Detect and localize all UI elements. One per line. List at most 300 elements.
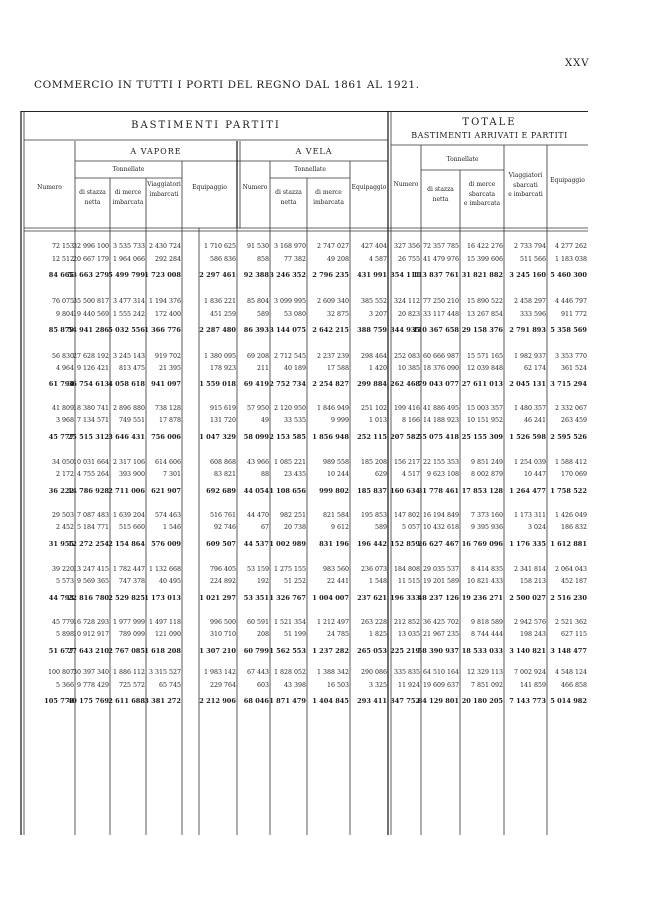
cell-merce-totale: 27 611 013 bbox=[461, 380, 503, 388]
cell-merce-vela: 2 254 827 bbox=[312, 380, 349, 388]
cell-viaggiatori-vapore: 576 009 bbox=[151, 540, 181, 548]
cell-equipaggio-vela: 1 013 bbox=[368, 417, 387, 424]
header-imbarcati-label: imbarcati bbox=[149, 190, 179, 198]
cell-merce-vela: 1 212 497 bbox=[316, 619, 349, 626]
cell-equipaggio-totale: 2 332 067 bbox=[554, 405, 587, 412]
cell-stazza-totale: 60 666 987 bbox=[422, 353, 459, 360]
cell-equipaggio-vela: 196 442 bbox=[357, 540, 387, 548]
cell-merce-totale: 8 002 879 bbox=[470, 471, 503, 478]
header-numero-totale: Numero bbox=[393, 181, 419, 188]
cell-merce-vapore: 3 477 314 bbox=[112, 298, 145, 305]
cell-numero-vela: 67 bbox=[260, 524, 269, 531]
cell-merce-vapore: 2 767 085 bbox=[108, 647, 145, 655]
cell-merce-vela: 831 196 bbox=[319, 540, 349, 548]
cell-stazza-vela: 1 521 354 bbox=[273, 619, 306, 626]
cell-numero-totale: 20 823 bbox=[397, 311, 420, 318]
cell-equipaggio-vela: 299 884 bbox=[357, 380, 387, 388]
cell-merce-vela: 24 785 bbox=[326, 631, 349, 638]
cell-equipaggio-vapore: 1 836 221 bbox=[203, 298, 236, 305]
cell-merce-vapore: 3 535 733 bbox=[112, 243, 145, 250]
cell-equipaggio-vapore: 83 821 bbox=[213, 471, 236, 478]
cell-equipaggio-vela: 3 325 bbox=[368, 682, 387, 689]
cell-viaggiatori-vapore: 1 723 008 bbox=[144, 271, 181, 279]
cell-equipaggio-vapore: 310 710 bbox=[209, 631, 236, 638]
cell-equipaggio-totale: 4 277 262 bbox=[554, 243, 587, 250]
cell-equipaggio-vela: 293 411 bbox=[357, 697, 387, 705]
cell-equipaggio-vela: 4 587 bbox=[368, 256, 387, 263]
cell-numero-totale: 354 111 bbox=[390, 271, 420, 279]
cell-equipaggio-vela: 1 825 bbox=[368, 631, 387, 638]
cell-numero-vela: 44 054 bbox=[243, 487, 269, 495]
cell-numero-vela: 69 419 bbox=[243, 380, 269, 388]
cell-stazza-vela: 77 382 bbox=[283, 256, 306, 263]
cell-numero-vapore: 5 573 bbox=[55, 578, 74, 585]
cell-viaggiatori-totale: 1 176 335 bbox=[509, 540, 546, 548]
cell-merce-totale: 18 533 033 bbox=[461, 647, 503, 655]
header-imbarcata-label: imbarcata bbox=[112, 198, 144, 206]
cell-equipaggio-vapore: 2 212 906 bbox=[199, 697, 236, 705]
cell-numero-totale: 26 755 bbox=[397, 256, 420, 263]
cell-equipaggio-totale: 186 832 bbox=[560, 524, 587, 531]
cell-stazza-vapore: 10 031 664 bbox=[72, 459, 109, 466]
cell-stazza-vela: 3 168 970 bbox=[273, 243, 306, 250]
cell-stazza-vela: 982 251 bbox=[279, 512, 306, 519]
cell-stazza-vapore: 5 184 771 bbox=[76, 524, 109, 531]
cell-equipaggio-vela: 251 102 bbox=[360, 405, 387, 412]
cell-numero-vapore: 31 955 bbox=[48, 540, 74, 548]
cell-numero-totale: 212 852 bbox=[393, 619, 420, 626]
cell-stazza-totale: 72 357 785 bbox=[422, 243, 459, 250]
header-stazza-label: di stazza bbox=[427, 186, 454, 193]
cell-merce-vela: 10 244 bbox=[326, 471, 349, 478]
header-a-vapore: A VAPORE bbox=[130, 147, 182, 156]
header-a-vela: A VELA bbox=[295, 147, 333, 156]
cell-equipaggio-vapore: 178 923 bbox=[209, 365, 236, 372]
cell-stazza-totale: 77 250 210 bbox=[422, 298, 459, 305]
cell-equipaggio-totale: 3 353 770 bbox=[554, 353, 587, 360]
cell-equipaggio-vapore: 2 287 480 bbox=[199, 326, 236, 334]
cell-equipaggio-vapore: 586 836 bbox=[209, 256, 236, 263]
cell-merce-vapore: 3 646 431 bbox=[108, 433, 145, 441]
cell-merce-totale: 15 571 165 bbox=[466, 353, 503, 360]
cell-stazza-vapore: 4 755 264 bbox=[76, 471, 109, 478]
cell-equipaggio-vapore: 451 259 bbox=[209, 311, 236, 318]
cell-viaggiatori-totale: 1 526 598 bbox=[509, 433, 546, 441]
cell-viaggiatori-vapore: 7 301 bbox=[162, 471, 181, 478]
cell-merce-vapore: 813 475 bbox=[118, 365, 145, 372]
cell-merce-totale: 9 818 589 bbox=[470, 619, 503, 626]
cell-numero-totale: 4 517 bbox=[401, 471, 420, 478]
cell-numero-totale: 11 515 bbox=[397, 578, 420, 585]
cell-stazza-totale: 79 043 077 bbox=[417, 380, 459, 388]
cell-viaggiatori-vapore: 40 495 bbox=[158, 578, 181, 585]
cell-merce-vela: 49 208 bbox=[326, 256, 349, 263]
cell-merce-vapore: 393 900 bbox=[118, 471, 145, 478]
cell-merce-totale: 9 395 936 bbox=[470, 524, 503, 531]
cell-numero-vela: 211 bbox=[256, 365, 269, 372]
cell-stazza-vapore: 14 786 928 bbox=[67, 487, 109, 495]
cell-numero-totale: 347 752 bbox=[390, 697, 420, 705]
cell-numero-vapore: 4 964 bbox=[55, 365, 74, 372]
cell-numero-vapore: 5 366 bbox=[55, 682, 74, 689]
header-sbarcata-label: sbarcata bbox=[468, 190, 496, 198]
cell-viaggiatori-totale: 10 447 bbox=[523, 471, 546, 478]
cell-stazza-vapore: 10 912 917 bbox=[72, 631, 109, 638]
cell-stazza-vapore: 18 380 741 bbox=[72, 405, 109, 412]
cell-stazza-vela: 1 562 553 bbox=[269, 647, 306, 655]
cell-stazza-totale: 110 367 658 bbox=[413, 326, 459, 334]
cell-viaggiatori-vapore: 738 128 bbox=[154, 405, 181, 412]
cell-merce-totale: 10 821 433 bbox=[466, 578, 503, 585]
cell-viaggiatori-totale: 2 341 814 bbox=[513, 566, 546, 573]
header-e-imbarcati-label: e imbarcati bbox=[508, 191, 543, 199]
cell-equipaggio-vapore: 229 764 bbox=[209, 682, 236, 689]
cell-merce-vela: 1 846 949 bbox=[316, 405, 349, 412]
cell-numero-vapore: 41 809 bbox=[51, 405, 74, 412]
cell-stazza-vela: 53 080 bbox=[283, 311, 306, 318]
header-imbarcata-label: imbarcata bbox=[313, 198, 344, 206]
cell-merce-totale: 12 329 113 bbox=[466, 669, 503, 676]
cell-equipaggio-vela: 252 115 bbox=[357, 433, 387, 441]
cell-numero-vapore: 5 898 bbox=[55, 631, 74, 638]
cell-viaggiatori-vapore: 1 546 bbox=[162, 524, 181, 531]
cell-equipaggio-vela: 265 053 bbox=[357, 647, 387, 655]
cell-stazza-totale: 33 117 448 bbox=[422, 311, 459, 318]
cell-merce-vapore: 3 245 143 bbox=[112, 353, 145, 360]
cell-equipaggio-vapore: 2 297 461 bbox=[199, 271, 236, 279]
cell-equipaggio-vapore: 1 047 329 bbox=[199, 433, 236, 441]
cell-numero-totale: 13 035 bbox=[397, 631, 420, 638]
cell-numero-vela: 58 099 bbox=[243, 433, 269, 441]
cell-numero-vapore: 3 968 bbox=[55, 417, 74, 424]
cell-viaggiatori-vapore: 2 430 724 bbox=[148, 243, 181, 250]
cell-stazza-vela: 43 398 bbox=[283, 682, 306, 689]
header-e-imbarcata-label: e imbarcata bbox=[463, 200, 501, 208]
cell-stazza-vela: 1 828 052 bbox=[273, 669, 306, 676]
cell-numero-vela: 69 208 bbox=[246, 353, 269, 360]
cell-stazza-vapore: 32 996 100 bbox=[72, 243, 109, 250]
cell-equipaggio-vapore: 516 761 bbox=[209, 512, 236, 519]
cell-viaggiatori-vapore: 1 132 668 bbox=[148, 566, 181, 573]
cell-merce-totale: 20 180 205 bbox=[461, 697, 503, 705]
cell-stazza-vapore: 54 941 286 bbox=[67, 326, 109, 334]
cell-merce-vela: 2 609 340 bbox=[316, 298, 349, 305]
header-netta-label: netta bbox=[432, 195, 449, 203]
cell-viaggiatori-totale: 2 733 794 bbox=[513, 243, 546, 250]
cell-numero-totale: 8 166 bbox=[401, 417, 420, 424]
cell-numero-totale: 252 083 bbox=[393, 353, 420, 360]
cell-stazza-totale: 48 237 126 bbox=[417, 594, 459, 602]
cell-equipaggio-totale: 5 014 982 bbox=[550, 697, 587, 705]
cell-stazza-vela: 1 002 989 bbox=[269, 540, 306, 548]
cell-merce-vapore: 4 058 618 bbox=[108, 380, 145, 388]
cell-equipaggio-vapore: 1 983 142 bbox=[203, 669, 236, 676]
cell-merce-vela: 1 004 007 bbox=[312, 594, 349, 602]
cell-stazza-vela: 51 252 bbox=[283, 578, 306, 585]
cell-merce-vela: 9 612 bbox=[330, 524, 349, 531]
cell-numero-vapore: 61 794 bbox=[48, 380, 74, 388]
cell-viaggiatori-vapore: 21 395 bbox=[158, 365, 181, 372]
cell-viaggiatori-vapore: 919 702 bbox=[154, 353, 181, 360]
cell-numero-vapore: 45 777 bbox=[48, 433, 74, 441]
cell-stazza-vapore: 9 778 429 bbox=[76, 682, 109, 689]
cell-stazza-vela: 2 752 734 bbox=[269, 380, 306, 388]
cell-equipaggio-vapore: 1 380 095 bbox=[203, 353, 236, 360]
cell-numero-totale: 225 219 bbox=[390, 647, 420, 655]
header-viaggiatori-label: Viaggiatori bbox=[147, 181, 181, 188]
cell-stazza-vapore: 53 663 279 bbox=[67, 271, 109, 279]
cell-viaggiatori-totale: 2 942 576 bbox=[513, 619, 546, 626]
cell-numero-totale: 262 468 bbox=[390, 380, 420, 388]
cell-stazza-vapore: 7 134 571 bbox=[76, 417, 109, 424]
cell-numero-totale: 5 057 bbox=[401, 524, 420, 531]
cell-numero-vapore: 45 779 bbox=[51, 619, 74, 626]
cell-stazza-vapore: 12 272 254 bbox=[67, 540, 109, 548]
cell-merce-vapore: 2 711 006 bbox=[108, 487, 145, 495]
header-totale-title: TOTALE bbox=[462, 117, 517, 128]
cell-numero-totale: 10 385 bbox=[397, 365, 420, 372]
cell-numero-vela: 49 bbox=[260, 417, 269, 424]
cell-viaggiatori-vapore: 292 284 bbox=[154, 256, 181, 263]
cell-stazza-totale: 18 376 090 bbox=[422, 365, 459, 372]
cell-numero-totale: 147 802 bbox=[393, 512, 420, 519]
cell-merce-vela: 17 588 bbox=[326, 365, 349, 372]
cell-stazza-totale: 55 075 418 bbox=[417, 433, 459, 441]
cell-numero-vapore: 84 665 bbox=[48, 271, 74, 279]
cell-merce-totale: 12 039 848 bbox=[466, 365, 503, 372]
cell-merce-vapore: 2 529 825 bbox=[108, 594, 145, 602]
cell-viaggiatori-totale: 1 254 039 bbox=[513, 459, 546, 466]
cell-equipaggio-totale: 1 758 522 bbox=[550, 487, 587, 495]
cell-viaggiatori-vapore: 121 090 bbox=[154, 631, 181, 638]
cell-stazza-vela: 1 326 767 bbox=[269, 594, 306, 602]
cell-equipaggio-vela: 1 548 bbox=[368, 578, 387, 585]
cell-equipaggio-vela: 290 086 bbox=[360, 669, 387, 676]
cell-stazza-totale: 84 129 801 bbox=[417, 697, 459, 705]
cell-stazza-vapore: 9 126 421 bbox=[76, 365, 109, 372]
cell-numero-vela: 86 393 bbox=[243, 326, 269, 334]
cell-viaggiatori-vapore: 941 097 bbox=[151, 380, 181, 388]
cell-viaggiatori-totale: 158 213 bbox=[519, 578, 546, 585]
cell-viaggiatori-totale: 1 982 937 bbox=[513, 353, 546, 360]
cell-stazza-vapore: 7 087 483 bbox=[76, 512, 109, 519]
header-merce-label: di merce bbox=[114, 189, 142, 196]
cell-numero-totale: 184 808 bbox=[393, 566, 420, 573]
cell-numero-vela: 67 443 bbox=[246, 669, 269, 676]
cell-viaggiatori-vapore: 1 366 776 bbox=[144, 326, 181, 334]
cell-merce-totale: 16 422 276 bbox=[466, 243, 503, 250]
cell-stazza-totale: 19 609 637 bbox=[422, 682, 459, 689]
cell-merce-vapore: 1 639 204 bbox=[112, 512, 145, 519]
cell-merce-vela: 2 642 215 bbox=[312, 326, 349, 334]
cell-stazza-vapore: 25 515 312 bbox=[67, 433, 109, 441]
cell-stazza-totale: 10 432 618 bbox=[422, 524, 459, 531]
cell-viaggiatori-vapore: 17 878 bbox=[158, 417, 181, 424]
cell-equipaggio-totale: 1 426 049 bbox=[554, 512, 587, 519]
cell-merce-vapore: 2 611 688 bbox=[108, 697, 145, 705]
cell-merce-vapore: 5 032 556 bbox=[108, 326, 145, 334]
cell-equipaggio-vela: 185 837 bbox=[357, 487, 387, 495]
cell-numero-vapore: 9 804 bbox=[55, 311, 74, 318]
cell-equipaggio-vela: 385 552 bbox=[360, 298, 387, 305]
cell-stazza-vela: 3 099 995 bbox=[273, 298, 306, 305]
cell-viaggiatori-vapore: 65 745 bbox=[158, 682, 181, 689]
cell-stazza-vapore: 13 247 415 bbox=[72, 566, 109, 573]
cell-merce-vela: 22 441 bbox=[326, 578, 349, 585]
cell-viaggiatori-totale: 7 002 924 bbox=[513, 669, 546, 676]
cell-numero-vapore: 2 172 bbox=[55, 471, 74, 478]
cell-viaggiatori-vapore: 172 400 bbox=[154, 311, 181, 318]
cell-merce-totale: 8 744 444 bbox=[470, 631, 503, 638]
cell-stazza-totale: 41 886 495 bbox=[422, 405, 459, 412]
cell-equipaggio-vapore: 915 619 bbox=[209, 405, 236, 412]
cell-merce-totale: 19 236 271 bbox=[461, 594, 503, 602]
cell-equipaggio-totale: 1 183 038 bbox=[554, 256, 587, 263]
cell-viaggiatori-totale: 3 245 160 bbox=[509, 271, 546, 279]
cell-numero-vela: 53 159 bbox=[246, 566, 269, 573]
cell-stazza-totale: 14 188 923 bbox=[422, 417, 459, 424]
cell-numero-vapore: 76 075 bbox=[51, 298, 74, 305]
cell-equipaggio-vela: 237 621 bbox=[357, 594, 387, 602]
cell-equipaggio-totale: 361 524 bbox=[560, 365, 587, 372]
cell-viaggiatori-vapore: 1 618 208 bbox=[144, 647, 181, 655]
cell-merce-vapore: 2 317 106 bbox=[112, 459, 145, 466]
cell-viaggiatori-totale: 2 045 131 bbox=[509, 380, 546, 388]
cell-numero-vapore: 44 793 bbox=[48, 594, 74, 602]
cell-equipaggio-vapore: 796 405 bbox=[209, 566, 236, 573]
cell-numero-totale: 160 634 bbox=[390, 487, 420, 495]
cell-merce-vela: 1 237 282 bbox=[312, 647, 349, 655]
cell-stazza-vela: 3 144 075 bbox=[269, 326, 306, 334]
cell-equipaggio-vapore: 996 500 bbox=[209, 619, 236, 626]
cell-stazza-totale: 113 837 761 bbox=[413, 271, 459, 279]
cell-merce-totale: 31 821 882 bbox=[461, 271, 503, 279]
cell-merce-totale: 15 890 522 bbox=[466, 298, 503, 305]
cell-viaggiatori-vapore: 3 381 272 bbox=[144, 697, 181, 705]
cell-equipaggio-totale: 5 358 569 bbox=[550, 326, 587, 334]
cell-equipaggio-totale: 2 516 230 bbox=[550, 594, 587, 602]
cell-merce-vapore: 5 499 799 bbox=[108, 271, 145, 279]
cell-numero-vela: 589 bbox=[256, 311, 269, 318]
cell-merce-totale: 29 158 376 bbox=[461, 326, 503, 334]
cell-stazza-vapore: 27 643 210 bbox=[67, 647, 109, 655]
cell-equipaggio-vela: 185 208 bbox=[360, 459, 387, 466]
cell-stazza-vela: 51 199 bbox=[283, 631, 306, 638]
cell-stazza-vela: 1 085 221 bbox=[273, 459, 306, 466]
cell-merce-vela: 983 560 bbox=[322, 566, 349, 573]
cell-merce-vela: 9 999 bbox=[330, 417, 349, 424]
cell-merce-totale: 7 373 160 bbox=[470, 512, 503, 519]
cell-equipaggio-vela: 427 404 bbox=[360, 243, 387, 250]
cell-stazza-vela: 40 189 bbox=[283, 365, 306, 372]
cell-equipaggio-vapore: 609 507 bbox=[206, 540, 236, 548]
cell-equipaggio-totale: 4 548 124 bbox=[554, 669, 587, 676]
cell-equipaggio-totale: 1 612 881 bbox=[550, 540, 587, 548]
header-tonnellate-vela: Tonnellate bbox=[294, 166, 326, 173]
cell-viaggiatori-totale: 3 140 821 bbox=[509, 647, 546, 655]
cell-equipaggio-vapore: 224 892 bbox=[209, 578, 236, 585]
cell-stazza-vela: 1 275 155 bbox=[273, 566, 306, 573]
cell-viaggiatori-vapore: 574 463 bbox=[154, 512, 181, 519]
cell-stazza-totale: 19 201 589 bbox=[422, 578, 459, 585]
cell-stazza-totale: 26 627 467 bbox=[417, 540, 459, 548]
cell-numero-totale: 207 582 bbox=[390, 433, 420, 441]
cell-stazza-vapore: 30 397 340 bbox=[72, 669, 109, 676]
header-merce-label: di merce bbox=[468, 181, 496, 188]
cell-viaggiatori-vapore: 614 606 bbox=[154, 459, 181, 466]
cell-merce-vela: 2 796 235 bbox=[312, 271, 349, 279]
cell-numero-totale: 156 217 bbox=[393, 459, 420, 466]
header-numero-vela: Numero bbox=[242, 184, 268, 191]
cell-numero-vela: 208 bbox=[256, 631, 269, 638]
cell-numero-vapore: 56 830 bbox=[51, 353, 74, 360]
cell-numero-vapore: 105 773 bbox=[44, 697, 74, 705]
cell-equipaggio-totale: 452 187 bbox=[560, 578, 587, 585]
cell-stazza-vapore: 16 728 293 bbox=[72, 619, 109, 626]
cell-viaggiatori-totale: 62 174 bbox=[523, 365, 546, 372]
cell-numero-vela: 68 046 bbox=[243, 697, 269, 705]
cell-viaggiatori-totale: 1 173 311 bbox=[513, 512, 546, 519]
cell-equipaggio-totale: 466 858 bbox=[560, 682, 587, 689]
cell-equipaggio-vapore: 1 710 625 bbox=[203, 243, 236, 250]
cell-stazza-vela: 33 535 bbox=[283, 417, 306, 424]
header-equipaggio-totale: Equipaggio bbox=[550, 177, 585, 184]
page-number: XXV bbox=[565, 58, 590, 69]
cell-equipaggio-vela: 629 bbox=[374, 471, 387, 478]
cell-equipaggio-totale: 911 772 bbox=[560, 311, 587, 318]
cell-equipaggio-vela: 236 073 bbox=[360, 566, 387, 573]
cell-numero-vela: 53 351 bbox=[243, 594, 269, 602]
cell-numero-totale: 324 112 bbox=[393, 298, 420, 305]
cell-equipaggio-totale: 1 588 412 bbox=[554, 459, 587, 466]
cell-merce-vapore: 725 572 bbox=[118, 682, 145, 689]
cell-stazza-totale: 16 194 849 bbox=[422, 512, 459, 519]
cell-numero-vapore: 51 677 bbox=[48, 647, 74, 655]
cell-equipaggio-vela: 1 420 bbox=[368, 365, 387, 372]
cell-numero-vela: 85 804 bbox=[246, 298, 269, 305]
cell-equipaggio-vela: 195 853 bbox=[360, 512, 387, 519]
cell-numero-vela: 91 530 bbox=[246, 243, 269, 250]
cell-equipaggio-totale: 4 446 797 bbox=[554, 298, 587, 305]
cell-stazza-vela: 20 738 bbox=[283, 524, 306, 531]
cell-merce-vapore: 747 378 bbox=[118, 578, 145, 585]
cell-stazza-totale: 64 510 164 bbox=[422, 669, 459, 676]
cell-numero-vapore: 34 050 bbox=[51, 459, 74, 466]
cell-merce-totale: 25 155 309 bbox=[461, 433, 503, 441]
cell-stazza-totale: 58 390 937 bbox=[417, 647, 459, 655]
cell-merce-totale: 15 399 606 bbox=[466, 256, 503, 263]
cell-equipaggio-totale: 3 148 477 bbox=[550, 647, 587, 655]
cell-merce-vela: 1 856 948 bbox=[312, 433, 349, 441]
cell-stazza-vapore: 19 440 569 bbox=[72, 311, 109, 318]
cell-equipaggio-totale: 263 459 bbox=[560, 417, 587, 424]
cell-numero-vela: 60 591 bbox=[246, 619, 269, 626]
cell-equipaggio-totale: 5 460 300 bbox=[550, 271, 587, 279]
cell-equipaggio-vapore: 1 307 210 bbox=[199, 647, 236, 655]
header-numero-vapore: Numero bbox=[37, 184, 62, 191]
cell-merce-totale: 13 267 854 bbox=[466, 311, 503, 318]
cell-equipaggio-vela: 589 bbox=[374, 524, 387, 531]
cell-equipaggio-vela: 263 228 bbox=[360, 619, 387, 626]
cell-numero-vela: 88 bbox=[260, 471, 269, 478]
cell-merce-vapore: 1 886 112 bbox=[112, 669, 145, 676]
cell-numero-vela: 43 966 bbox=[246, 459, 269, 466]
header-stazza-label: di stazza bbox=[79, 189, 106, 196]
cell-equipaggio-vapore: 1 559 018 bbox=[199, 380, 236, 388]
header-sbarcati-label: sbarcati bbox=[513, 181, 538, 189]
cell-stazza-vapore: 40 175 769 bbox=[67, 697, 109, 705]
cell-equipaggio-vapore: 1 021 297 bbox=[199, 594, 236, 602]
